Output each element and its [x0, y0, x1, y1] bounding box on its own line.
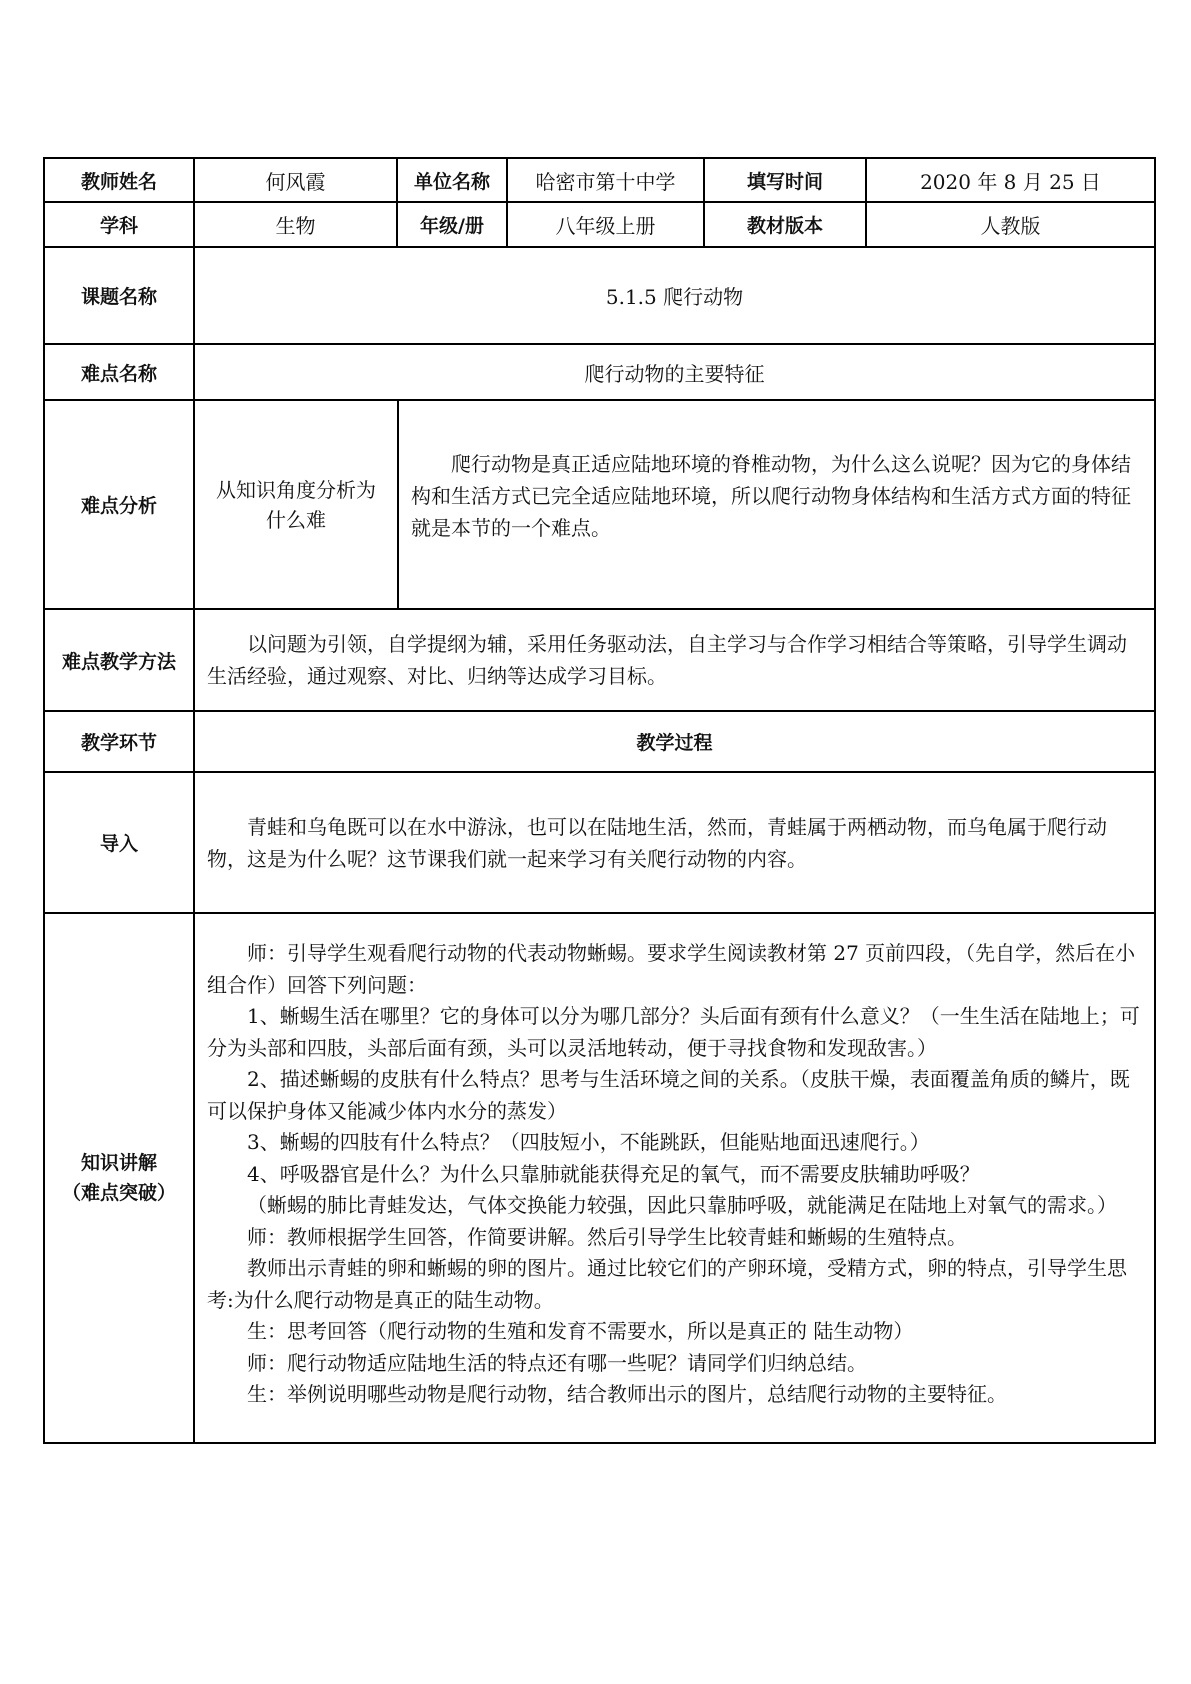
knowledge-label-cell	[44, 913, 194, 1443]
topic-row	[44, 247, 1155, 344]
analysis-row	[44, 400, 1155, 609]
process-step-label: 教学环节	[44, 711, 194, 772]
knowledge-paragraph: 师：教师根据学生回答，作简要讲解。然后引导学生比较青蛙和蜥蜴的生殖特点。	[247, 1224, 967, 1249]
lesson-plan-sheet	[43, 157, 1154, 1444]
knowledge-text-cell	[194, 913, 1155, 1443]
analysis-label: 难点分析	[44, 400, 194, 609]
grade-value: 八年级上册	[507, 202, 704, 247]
knowledge-paragraph: 3、蜥蜴的四肢有什么特点？（四肢短小，不能跳跃，但能贴地面迅速爬行。）	[247, 1130, 930, 1154]
knowledge-paragraph: 师：爬行动物适应陆地生活的特点还有哪一些呢？请同学们归纳总结。	[247, 1350, 867, 1375]
method-text: 以问题为引领，自学提纲为辅，采用任务驱动法，自主学习与合作学习相结合等策略，引导学生调动生活经验，通过观察、对比、归纳等达成学习目标。	[207, 632, 1127, 688]
topic-label: 课题名称	[44, 247, 194, 344]
analysis-inner-table	[195, 401, 1154, 608]
process-header-row	[44, 711, 1155, 772]
date-label: 填写时间	[704, 158, 866, 202]
method-label: 难点教学方法	[44, 609, 194, 711]
teacher-value: 何风霞	[194, 158, 397, 202]
knowledge-paragraph: 师：引导学生观看爬行动物的代表动物蜥蜴。要求学生阅读教材第 27 页前四段，（先自学，然后在小组合作）回答下列问题：	[207, 941, 1136, 997]
date-value: 2020 年 8 月 25 日	[866, 158, 1155, 202]
knowledge-paragraph: 2、描述蜥蜴的皮肤有什么特点？思考与生活环境之间的关系。（皮肤干燥，表面覆盖角质的鳞片，既可以保护身体又能减少体内水分的蒸发）	[207, 1067, 1130, 1123]
knowledge-paragraph: 生：举例说明哪些动物是爬行动物，结合教师出示的图片，总结爬行动物的主要特征。	[247, 1382, 1007, 1406]
difficulty-row	[44, 344, 1155, 400]
knowledge-label: 知识讲解	[80, 1152, 157, 1174]
knowledge-paragraph: 生：思考回答（爬行动物的生殖和发育不需要水，所以是真正的 陆生动物）	[247, 1319, 914, 1343]
difficulty-label: 难点名称	[44, 344, 194, 400]
teacher-label: 教师姓名	[44, 158, 194, 202]
knowledge-paragraph: 教师出示青蛙的卵和蜥蜴的卵的图片。通过比较它们的产卵环境，受精方式，卵的特点，引导学生思考:为什么爬行动物是真正的陆生动物。	[207, 1256, 1127, 1312]
topic-value: 5.1.5 爬行动物	[194, 247, 1155, 344]
unit-label: 单位名称	[397, 158, 507, 202]
knowledge-row	[44, 913, 1155, 1443]
lesson-plan-table	[43, 157, 1156, 1444]
knowledge-paragraph: 4、呼吸器官是什么？为什么只靠肺就能获得充足的氧气，而不需要皮肤辅助呼吸？	[247, 1161, 980, 1186]
knowledge-paragraph: 1、蜥蜴生活在哪里？它的身体可以分为哪几部分？头后面有颈有什么意义？（一生生活在陆地上；可分为头部和四肢，头部后面有颈，头可以灵活地转动，便于寻找食物和发现敌害。）	[207, 1004, 1140, 1060]
subject-value: 生物	[194, 202, 397, 247]
knowledge-paragraph: （蜥蜴的肺比青蛙发达，气体交换能力较强，因此只靠肺呼吸，就能满足在陆地上对氧气的需求。）	[247, 1193, 1117, 1217]
knowledge-sublabel: （难点突破）	[61, 1182, 176, 1204]
intro-row	[44, 772, 1155, 913]
analysis-text-cell	[398, 401, 1154, 608]
header-row-1	[44, 158, 1155, 202]
subject-label: 学科	[44, 202, 194, 247]
unit-value: 哈密市第十中学	[507, 158, 704, 202]
grade-label: 年级/册	[397, 202, 507, 247]
analysis-sub-label: 从知识角度分析为什么难	[195, 401, 398, 608]
method-row	[44, 609, 1155, 711]
difficulty-value: 爬行动物的主要特征	[194, 344, 1155, 400]
header-row-2	[44, 202, 1155, 247]
analysis-text: 爬行动物是真正适应陆地环境的脊椎动物，为什么这么说呢？因为它的身体结构和生活方式已完全适应陆地环境，所以爬行动物身体结构和生活方式方面的特征就是本节的一个难点。	[411, 451, 1131, 540]
edition-label: 教材版本	[704, 202, 866, 247]
method-text-cell	[194, 609, 1155, 711]
intro-label: 导入	[44, 772, 194, 913]
process-title: 教学过程	[194, 711, 1155, 772]
intro-text: 青蛙和乌龟既可以在水中游泳，也可以在陆地生活，然而，青蛙属于两栖动物，而乌龟属于爬行动物，这是为什么呢？这节课我们就一起来学习有关爬行动物的内容。	[207, 814, 1107, 871]
intro-text-cell	[194, 772, 1155, 913]
analysis-cell	[194, 400, 1155, 609]
edition-value: 人教版	[866, 202, 1155, 247]
